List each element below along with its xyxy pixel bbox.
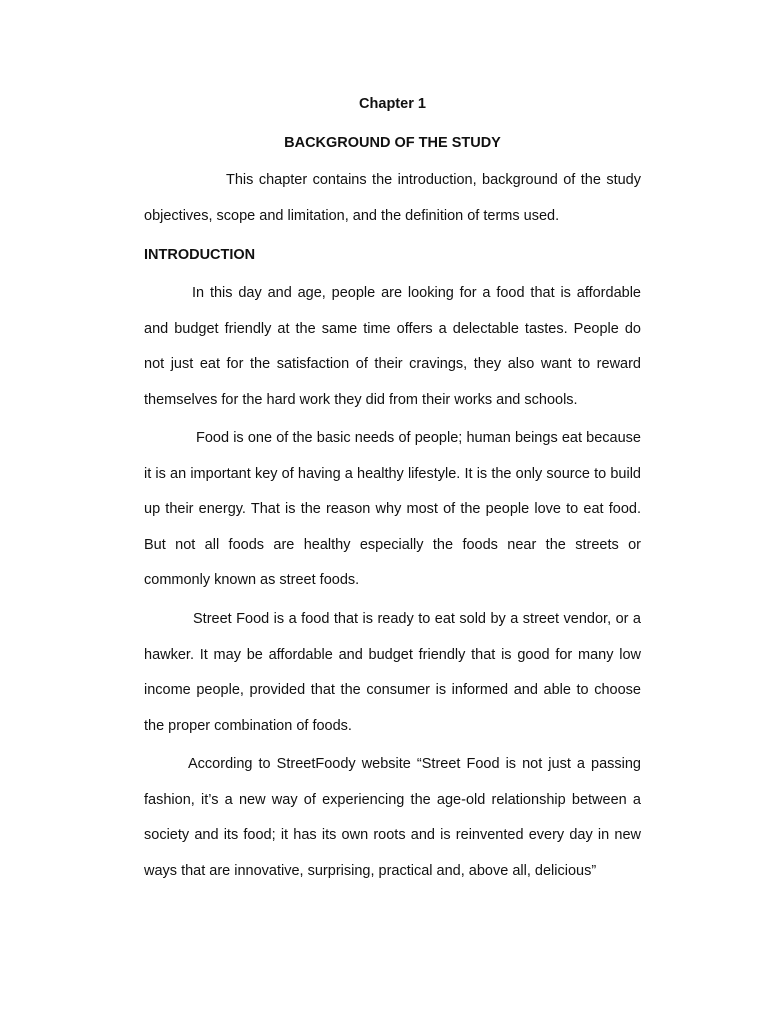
body-paragraph: In this day and age, people are looking for a food that is affordable and budget friendly at the same time offers a delectable tastes. People do not just eat for the satisfaction of their cravings, they also want to reward themselves for the hard work they did from their works and schools.: [144, 285, 641, 408]
section-heading: INTRODUCTION: [144, 247, 256, 263]
body-paragraph: Food is one of the basic needs of people; human beings eat because it is an important key of having a healthy lifestyle. It is the only source to build up their energy. That is the reason why most of the people love to eat food. But not all foods are healthy especially the foods near the streets or commonly known as street foods.: [144, 430, 641, 588]
chapter-label: Chapter 1: [359, 96, 426, 112]
intro-paragraph: This chapter contains the introduction, background of the study objectives, scope and limitation, and the definition of terms used.: [144, 172, 641, 224]
body-paragraph: According to StreetFoody website “Street Food is not just a passing fashion, it’s a new way of experiencing the age-old relationship between a society and its food; it has its own roots and is reinvented every day in new ways that are innovative, surprising, practical and, above all, delicious”: [144, 756, 641, 879]
body-paragraph: Street Food is a food that is ready to eat sold by a street vendor, or a hawker. It may be affordable and budget friendly that is good for many low income people, provided that the consumer is informed and able to choose the proper combination of foods.: [144, 611, 641, 734]
document-page: [144, 0, 641, 1024]
chapter-title: BACKGROUND OF THE STUDY: [284, 135, 501, 151]
